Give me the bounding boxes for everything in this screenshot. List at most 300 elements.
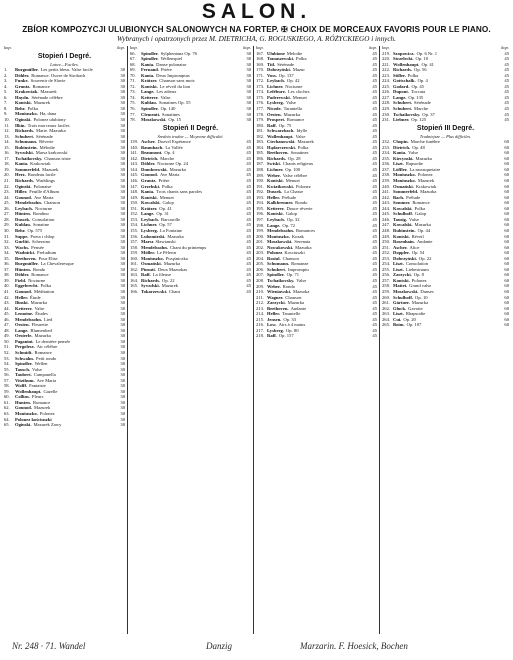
entry-number: 230. <box>382 111 391 117</box>
entry-number: 244. <box>382 205 391 211</box>
entry-number: 20. <box>4 172 10 178</box>
entry-price: 30 <box>246 83 251 89</box>
composer-name: Dobrzyński. <box>393 255 417 261</box>
composer-name: Kowalski. <box>393 222 413 228</box>
piece-title: Mazurek <box>40 89 57 95</box>
piece-title: Op. 157 <box>278 333 294 339</box>
entry-price: 30 <box>120 227 125 233</box>
entry-number: 195. <box>256 205 265 211</box>
composer-name: Polonez <box>267 250 283 256</box>
composer-name: Tausig. <box>393 216 408 222</box>
catalog-entry <box>382 322 509 328</box>
column-divider <box>379 46 380 634</box>
piece-title: Galop <box>162 200 174 206</box>
column-divider <box>253 46 254 634</box>
entry-number: 197. <box>256 216 265 222</box>
entry-price: 45 <box>372 150 377 156</box>
composer-name: Beethoven. <box>267 150 289 156</box>
entry-price: 30 <box>246 117 251 123</box>
composer-name: Gounod. <box>15 288 32 294</box>
composer-name: Moszkowski. <box>267 239 293 245</box>
entry-number: 161. <box>130 261 139 267</box>
entry-number: 224. <box>382 78 391 84</box>
entry-number: 191. <box>256 183 265 189</box>
catalog-title: SALON. <box>201 0 312 23</box>
piece-title: Feuille d'Album <box>29 189 60 195</box>
entry-price: 45 <box>504 61 509 67</box>
composer-name: Low. <box>267 322 277 328</box>
entry-price: 60 <box>504 305 509 311</box>
composer-name: Moniuszko. <box>393 178 416 184</box>
composer-name: Pinsuti. <box>141 266 156 272</box>
piece-title: Wellen <box>34 361 48 367</box>
entry-number: 55. <box>4 366 10 372</box>
composer-name: Schumann. <box>15 139 38 145</box>
composer-name: Schumann. <box>267 261 290 267</box>
piece-title: Op. 22 <box>162 277 175 283</box>
entry-price: 30 <box>246 50 251 56</box>
entry-price: 45 <box>372 78 377 84</box>
entry-number: 158. <box>130 244 139 250</box>
piece-title: Mazurek <box>297 139 314 145</box>
entry-number: 246. <box>382 216 391 222</box>
entry-number: 29. <box>4 222 10 228</box>
entry-number: 190. <box>256 178 265 184</box>
entry-number: 75. <box>130 100 136 106</box>
piece-title: Romance <box>31 272 49 278</box>
piece-title: Sérénade <box>36 133 53 139</box>
entry-price: 45 <box>372 89 377 95</box>
entry-price: 60 <box>504 166 509 172</box>
piece-title: Consolation <box>32 216 55 222</box>
entry-number: 26. <box>4 205 10 211</box>
piece-title: Polonez <box>39 411 55 416</box>
entry-number: 183. <box>256 139 265 145</box>
composer-name: Moniuszko. <box>141 255 164 261</box>
piece-title: Poeta i chłop <box>30 233 55 239</box>
entry-number: 264. <box>382 316 391 322</box>
column-divider <box>127 46 128 634</box>
catalog-entry <box>130 289 251 295</box>
editors-line: Wybranych i opatrzonych przez M. DIETRICHA, G. ROGUSKIEGO, A. RÓŻYCKIEGO i innych. <box>117 35 396 43</box>
entry-number: 221. <box>382 61 391 67</box>
composer-name: Collins. <box>15 394 30 400</box>
entry-price: 45 <box>246 233 251 239</box>
composer-name: Kuhlau. <box>15 222 31 228</box>
composer-name: Dumbrowski. <box>141 166 168 172</box>
composer-name: Tschaikovsky. <box>393 111 421 117</box>
entry-price: 30 <box>120 222 125 228</box>
piece-title: Chanson sans mots <box>159 78 195 84</box>
entry-price: 30 <box>120 189 125 195</box>
entry-price: 45 <box>246 144 251 150</box>
piece-title: Mazurek <box>42 166 59 172</box>
composer-name: Lemoine. <box>15 311 34 317</box>
composer-name: Lange. <box>15 327 29 333</box>
composer-name: Chopin. <box>393 139 409 145</box>
composer-name: Schubert. <box>15 133 35 139</box>
entry-price: 45 <box>246 155 251 161</box>
piece-title: Mazurka <box>287 300 305 306</box>
entry-price: 30 <box>120 128 125 134</box>
composer-name: Oginski. <box>15 422 32 428</box>
piece-title: Op. 41 <box>159 205 172 211</box>
piece-title: Rondo <box>295 200 308 206</box>
entry-price: 45 <box>372 94 377 100</box>
entry-price: 30 <box>120 305 125 311</box>
entry-price: 30 <box>120 388 125 394</box>
piece-title: Rondino <box>32 211 49 217</box>
composer-name: Behr. <box>15 105 26 111</box>
entry-price: 45 <box>372 83 377 89</box>
composer-name: Mendelssohn. <box>141 244 168 250</box>
entry-number: 164. <box>130 277 139 283</box>
composer-name: Burgmüller. <box>15 261 39 267</box>
piece-title: Op. 75 <box>278 122 292 128</box>
entry-number: 227. <box>382 94 391 100</box>
entry-price: 45 <box>372 216 377 222</box>
piece-title: Ave Maria <box>159 172 180 178</box>
entry-price: 45 <box>372 311 377 317</box>
composer-name: Lubomirski. <box>141 233 166 239</box>
composer-name: Gärtner. <box>393 300 410 306</box>
piece-title: Nocturne <box>35 205 53 211</box>
piece-title: Prząśniczka <box>165 255 188 261</box>
entry-price: 45 <box>372 233 377 239</box>
entry-number: 144. <box>130 166 139 172</box>
composer-name: Kowalski. <box>141 200 161 206</box>
composer-name: Mendelssohn. <box>15 200 42 206</box>
composer-name: Leybach. <box>267 216 285 222</box>
price-unit-label: kop. <box>382 45 390 50</box>
entry-price: 45 <box>372 222 377 228</box>
difficulty-note: Latwe—Faciles. <box>50 61 79 67</box>
entry-price: 30 <box>120 366 125 372</box>
entry-number: 185. <box>256 150 265 156</box>
entry-price: 45 <box>246 250 251 256</box>
piece-title: Méditation <box>33 288 55 294</box>
piece-title: Ave Maria <box>36 377 57 383</box>
entry-number: 7. <box>4 100 8 106</box>
piece-title: Op. 107 <box>406 322 422 328</box>
piece-title: Pour Elise <box>38 255 58 261</box>
composer-name: Oesten. <box>15 322 30 328</box>
entry-price: 60 <box>504 233 509 239</box>
piece-title: Polka <box>297 144 309 150</box>
entry-price: 30 <box>120 117 125 123</box>
degree-heading: Stopień III Degré. <box>416 124 475 132</box>
piece-title: Op. 10 <box>415 294 428 300</box>
composer-name: Kiecynski. <box>393 155 414 161</box>
entry-price: 60 <box>504 150 509 156</box>
piece-title: Polka <box>407 72 419 78</box>
composer-name: Rosiul. <box>267 255 281 261</box>
entry-number: 49. <box>4 333 10 339</box>
piece-title: Op. 10 <box>415 56 429 62</box>
entry-number: 259. <box>382 288 391 294</box>
composer-name: Möller. <box>141 250 155 256</box>
composer-name: Moszkowski. <box>141 117 167 123</box>
composer-name: Lange. <box>141 89 155 95</box>
entry-price: 60 <box>504 322 509 328</box>
entry-number: 173. <box>256 83 265 89</box>
entry-price: 30 <box>246 111 251 117</box>
entry-price: 30 <box>120 355 125 361</box>
composer-name: Kontski. <box>141 83 158 89</box>
entry-price: 60 <box>504 189 509 195</box>
composer-name: Fernand. <box>141 67 159 73</box>
composer-name: Spindler. <box>141 50 159 56</box>
entry-number: 12. <box>4 128 10 134</box>
entry-price: 30 <box>246 94 251 100</box>
composer-name: Moszkowski. <box>393 288 419 294</box>
composer-name: Liszt. <box>393 311 404 317</box>
piece-title: Le réveil du lion <box>159 83 191 89</box>
entry-number: 4. <box>4 83 8 89</box>
entry-number: 201. <box>256 239 265 245</box>
entry-price: 45 <box>246 200 251 206</box>
entry-price: 45 <box>246 194 251 200</box>
catalog-column-1 <box>4 45 125 635</box>
entry-number: 237. <box>382 166 391 172</box>
piece-title: Barcarolle <box>161 216 181 222</box>
piece-title: Nocturne <box>285 83 303 89</box>
piece-title: Polka <box>40 283 51 289</box>
composer-name: Taubert. <box>15 372 32 378</box>
composer-name: Mendelssohn. <box>15 316 42 322</box>
entry-number: 74. <box>130 94 136 100</box>
composer-name: Kontski. <box>267 178 284 184</box>
composer-name: Spindler. <box>267 272 285 278</box>
piece-title: Op. 32 <box>287 216 300 222</box>
entry-price: 30 <box>120 211 125 217</box>
entry-number: 153. <box>130 216 139 222</box>
entry-price: 30 <box>120 294 125 300</box>
entry-number: 44. <box>4 305 10 311</box>
entry-price: 45 <box>372 67 377 73</box>
piece-title: Chanson <box>282 255 299 261</box>
price-unit-label: kop. <box>501 45 509 50</box>
piece-title: La Chasse <box>284 189 304 195</box>
signature-part: Nr. 248 · 71. Wandel <box>12 641 86 651</box>
entry-price: 30 <box>120 411 125 416</box>
composer-name: Bach. <box>393 194 405 200</box>
piece-title: Toccata <box>410 89 426 95</box>
entry-number: 251. <box>382 244 391 250</box>
entry-number: 54. <box>4 361 10 367</box>
entry-number: 15. <box>4 144 10 150</box>
composer-name: Döhler. <box>141 161 156 167</box>
composer-name: Zarzycki. <box>267 300 286 306</box>
composer-name: Liszt. <box>393 161 404 167</box>
entry-price: 30 <box>120 183 125 189</box>
entry-number: 265. <box>382 322 391 328</box>
entry-price: 45 <box>372 128 377 134</box>
entry-number: 253. <box>382 255 391 261</box>
catalog-column-2 <box>130 45 251 635</box>
composer-name: Richards. <box>15 128 35 134</box>
composer-name: Zarzycki. <box>393 272 412 278</box>
entry-price: 30 <box>120 166 125 172</box>
piece-title: Melodie <box>286 50 303 56</box>
entry-number: 48. <box>4 327 10 333</box>
price-unit-label: kop. <box>130 45 138 50</box>
composer-name: Beaumont. <box>141 150 163 156</box>
composer-name: Hiller. <box>15 189 28 195</box>
entry-number: 170. <box>256 67 265 73</box>
entry-price: 45 <box>504 94 509 100</box>
piece-title: Romanze <box>291 261 309 267</box>
entry-price: 30 <box>120 122 125 128</box>
piece-title: Valse <box>409 216 419 222</box>
entry-price: 45 <box>246 255 251 261</box>
entry-number: 260. <box>382 294 391 300</box>
composer-name: Szopowicz. <box>393 50 415 56</box>
composer-name: Funke. <box>15 78 29 84</box>
entry-number: 179. <box>256 117 265 123</box>
composer-name: Kania. <box>141 189 155 195</box>
entry-price: 45 <box>246 211 251 217</box>
catalog-entry <box>4 422 125 428</box>
entry-number: 218. <box>256 333 265 339</box>
entry-price: 30 <box>120 266 125 272</box>
price-unit-label: kop. <box>117 45 125 50</box>
entry-number: 167. <box>256 50 265 56</box>
entry-price: 30 <box>120 288 125 294</box>
composer-name: Kalkbrenner. <box>267 200 294 206</box>
entry-price: 60 <box>504 183 509 189</box>
piece-title: Le dernière pensée <box>35 338 71 344</box>
composer-name: Wagner. <box>267 294 284 300</box>
entry-price: 45 <box>372 294 377 300</box>
composer-name: Sywulski. <box>15 150 34 156</box>
entry-number: 37. <box>4 266 10 272</box>
entry-price: 60 <box>504 155 509 161</box>
entry-price: 30 <box>120 83 125 89</box>
entry-number: 189. <box>256 172 265 178</box>
entry-price: 45 <box>372 56 377 62</box>
entry-number: 40. <box>4 283 10 289</box>
entry-number: 258. <box>382 283 391 289</box>
entry-number: 239. <box>382 178 391 184</box>
piece-title: Lied <box>43 316 53 322</box>
entry-number: 180. <box>256 122 265 128</box>
entry-number: 69. <box>130 67 136 73</box>
piece-title: Romance <box>286 117 305 123</box>
entry-number: 254. <box>382 261 391 267</box>
piece-title: Op. 41 <box>421 61 434 67</box>
composer-name: Wollenhaupt. <box>267 133 294 139</box>
entry-price: 30 <box>120 200 125 206</box>
entry-number: 21. <box>4 178 10 184</box>
entry-price: 30 <box>120 272 125 278</box>
entry-price: 45 <box>246 239 251 245</box>
entry-price: 60 <box>504 205 509 211</box>
piece-title: Mazurka <box>163 261 181 267</box>
composer-name: Marsz <box>141 239 154 245</box>
entry-number: 30. <box>4 227 10 233</box>
entry-number: 205. <box>256 261 265 267</box>
piece-title: Rapsodie <box>405 161 423 167</box>
entry-number: 207. <box>256 272 265 278</box>
entry-price: 60 <box>504 272 509 278</box>
entry-number: 13. <box>4 133 10 139</box>
piece-title: Polonez <box>417 172 433 178</box>
piece-title: Mélodie <box>39 144 55 150</box>
piece-title: Mazurka <box>34 333 51 339</box>
entry-number: 25. <box>4 200 10 206</box>
piece-title: Douce rêverie <box>286 205 313 211</box>
entry-number: 149. <box>130 194 139 200</box>
piece-title: Op. 80 <box>285 327 299 333</box>
entry-number: 213. <box>256 305 265 311</box>
entry-number: 235. <box>382 155 391 161</box>
entry-number: 42. <box>4 294 10 300</box>
entry-number: 50. <box>4 338 10 344</box>
piece-title: Op. 137 <box>278 72 294 78</box>
entry-number: 19. <box>4 166 10 172</box>
piece-title: La fileuse <box>152 272 172 278</box>
entry-number: 152. <box>130 211 139 217</box>
entry-number: 199. <box>256 228 265 234</box>
piece-title: Op. 28 <box>288 155 301 161</box>
composer-name: Dietrich. <box>393 144 411 150</box>
composer-name: Kontski. <box>393 233 410 239</box>
entry-price: 45 <box>246 166 251 172</box>
entry-number: 175. <box>256 94 265 100</box>
entry-price: 60 <box>504 316 509 322</box>
entry-number: 6. <box>4 94 8 100</box>
composer-name: Kontski. <box>15 100 32 106</box>
entry-price: 30 <box>120 316 125 322</box>
composer-name: Hunten. <box>15 399 31 405</box>
composer-name: Mattei. <box>393 283 408 289</box>
composer-name: Krakowiak. <box>15 89 39 95</box>
composer-name: Oginski. <box>15 183 32 189</box>
entry-price: 45 <box>372 178 377 184</box>
piece-title: Galop <box>285 211 297 217</box>
entry-price: 60 <box>504 277 509 283</box>
composer-name: Schmidt. <box>15 349 33 355</box>
entry-price: 45 <box>246 261 251 267</box>
composer-name: Döhler. <box>15 272 30 278</box>
composer-name: Stiller. <box>393 72 406 78</box>
piece-title: Danse polonaise <box>156 61 187 67</box>
composer-name: Krätzer. <box>141 78 158 84</box>
catalog-entry <box>256 333 377 339</box>
piece-title: Chanson <box>43 200 61 206</box>
entry-price: 45 <box>372 172 377 178</box>
composer-name: Paganini. <box>15 338 34 344</box>
signature-part: Marzarin. F. Hoesick, Bochen <box>300 641 408 651</box>
entry-price: 30 <box>120 416 125 422</box>
piece-title: Sérénade <box>277 61 295 67</box>
entry-price: 45 <box>246 172 251 178</box>
composer-name: Lysberg. <box>267 327 284 333</box>
piece-title: Romance. Ouvre de Strobach <box>31 72 86 78</box>
piece-title: Romance <box>32 83 50 89</box>
composer-name: Kowalski. <box>393 205 413 211</box>
entry-number: 228. <box>382 100 391 106</box>
piece-title: Mazurka <box>414 222 431 228</box>
piece-title: Warblings <box>36 178 55 184</box>
composer-name: Rosenhain. <box>393 239 415 245</box>
piece-title: Polka <box>27 105 38 111</box>
composer-name: Kontski. <box>393 277 410 283</box>
entry-price: 45 <box>246 183 251 189</box>
entry-price: 30 <box>120 322 125 328</box>
piece-title: Sonatines <box>290 150 309 156</box>
